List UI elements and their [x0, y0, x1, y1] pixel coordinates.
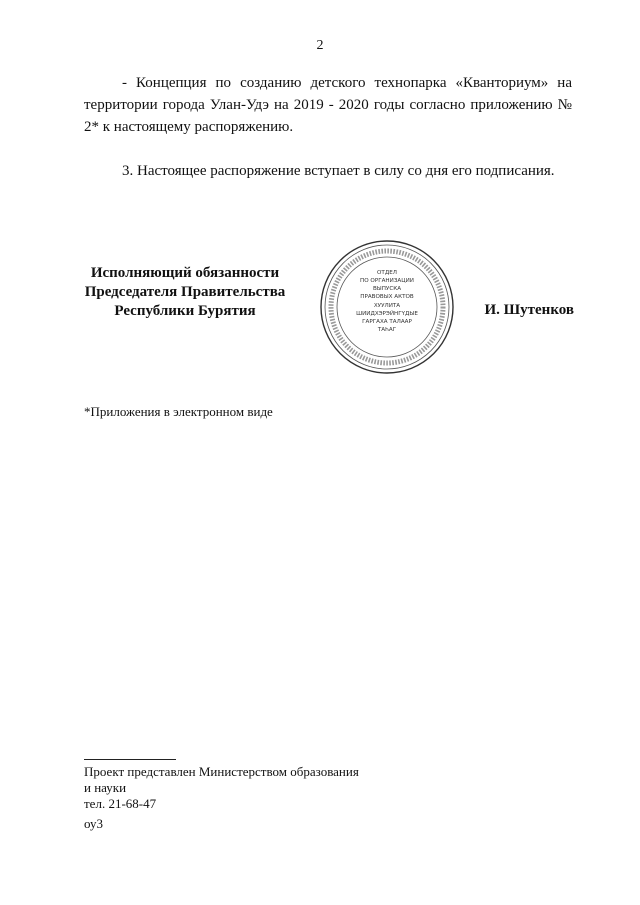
seal-graphic	[318, 238, 456, 376]
seal-line: ШИИДХЭРЭЙНГҮДЫЕ	[356, 311, 418, 317]
seal-line: ВЫПУСКА	[372, 286, 402, 292]
page-number: 2	[316, 38, 324, 53]
seal-line: ТАҺАГ	[377, 327, 397, 333]
seal-line: ХУУЛИТА	[373, 303, 401, 309]
signatory-title-line: Председателя Правительства	[84, 284, 286, 300]
footer-info	[84, 764, 359, 812]
footer-line: и науки	[84, 780, 127, 795]
seal-line: ПРАВОВЫХ АКТОВ	[360, 294, 414, 300]
signatory-title-line: Исполняющий обязанности	[90, 265, 280, 281]
official-seal	[318, 238, 456, 376]
seal-line: ПО ОРГАНИЗАЦИИ	[360, 278, 414, 284]
footnote-divider	[84, 759, 176, 760]
seal-line: ОТДЕЛ	[377, 270, 397, 276]
seal-line: ГАРГАХА ТАЛААР	[362, 319, 412, 325]
paragraph-effective-date: 3. Настоящее распоряжение вступает в силу со дня его подписания.	[122, 163, 555, 179]
footer-phone: тел. 21-68-47	[84, 796, 157, 811]
paragraph-concept: - Концепция по созданию детского технопарка «Кванториум» на территории города Улан-Удэ на 2019 - 2020 годы согласно приложению № 2* к настоящему распоряжению.	[84, 75, 572, 135]
signer-name: И. Шутенков	[484, 302, 574, 318]
appendix-note: *Приложения в электронном виде	[84, 404, 273, 419]
signatory-title	[72, 264, 298, 321]
document-code: оу3	[84, 816, 104, 831]
signatory-title-line: Республики Бурятия	[114, 303, 256, 319]
footer-line: Проект представлен Министерством образования	[84, 764, 359, 779]
